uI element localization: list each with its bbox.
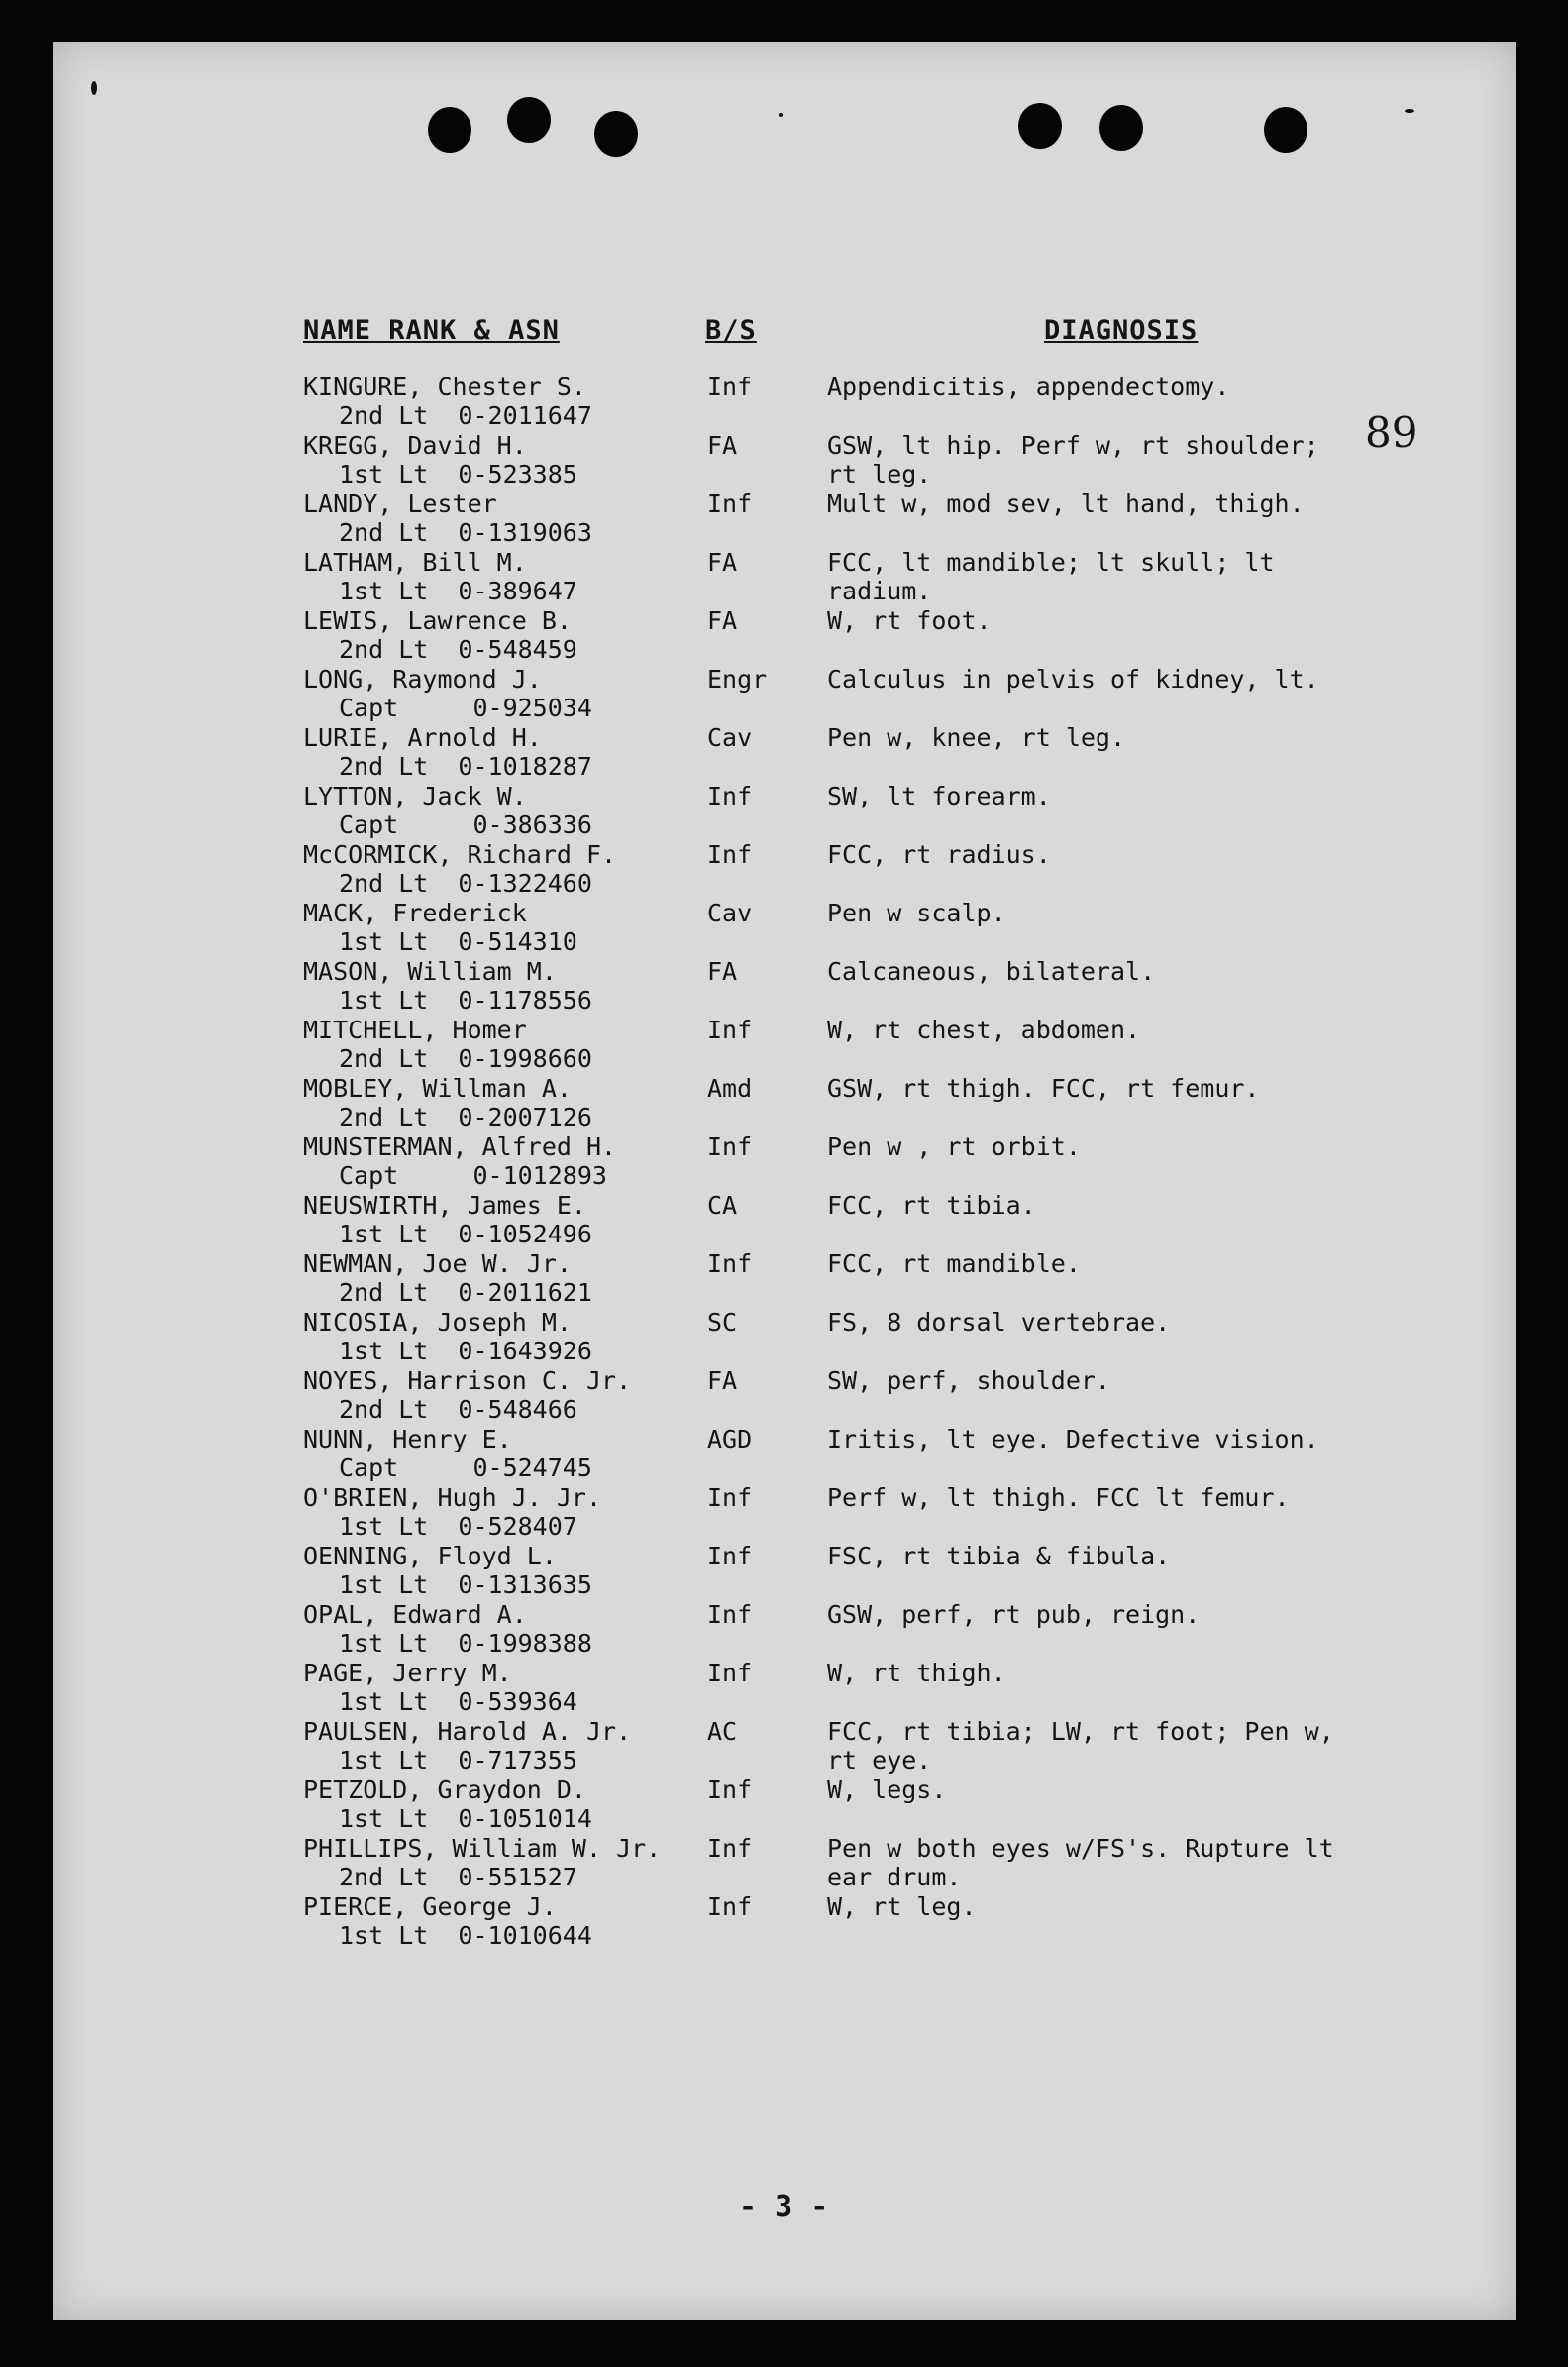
column-header-diagnosis: DIAGNOSIS [1044, 315, 1199, 346]
branch-of-service: Inf [707, 1659, 753, 1687]
branch-of-service: Inf [707, 1016, 753, 1044]
punch-hole [428, 107, 471, 153]
branch-of-service: Inf [707, 489, 753, 518]
table-row [0, 1249, 1568, 1308]
officer-name: MASON, William M. [303, 957, 557, 986]
rank-and-serial: 2nd Lt 0-2011647 [339, 401, 592, 430]
diagnosis: Calculus in pelvis of kidney, lt. [827, 665, 1319, 694]
table-row [0, 1016, 1568, 1074]
diagnosis: Perf w, lt thigh. FCC lt femur. [827, 1483, 1290, 1512]
punch-hole [1264, 107, 1307, 153]
rank-and-serial: 1st Lt 0-1313635 [339, 1570, 592, 1599]
table-row [0, 1191, 1568, 1249]
officer-name: McCORMICK, Richard F. [303, 840, 617, 869]
rank-and-serial: Capt 0-524745 [339, 1453, 592, 1482]
diagnosis: SW, lt forearm. [827, 782, 1051, 810]
rank-and-serial: 1st Lt 0-1051014 [339, 1804, 592, 1833]
officer-name: LATHAM, Bill M. [303, 548, 527, 577]
branch-of-service: Inf [707, 1542, 753, 1570]
officer-name: OPAL, Edward A. [303, 1600, 527, 1629]
officer-name: PAULSEN, Harold A. Jr. [303, 1717, 632, 1746]
officer-name: KREGG, David H. [303, 431, 527, 460]
rank-and-serial: 2nd Lt 0-2011621 [339, 1278, 592, 1307]
officer-name-cell [303, 1600, 592, 1658]
branch-of-service: SC [707, 1308, 738, 1337]
rank-and-serial: 1st Lt 0-514310 [339, 927, 577, 956]
officer-name: LYTTON, Jack W. [303, 782, 527, 810]
officer-name: PAGE, Jerry M. [303, 1659, 512, 1687]
table-row [0, 1132, 1568, 1191]
diagnosis: FCC, rt mandible. [827, 1249, 1081, 1278]
branch-of-service: Cav [707, 723, 753, 752]
diagnosis: FCC, rt tibia. [827, 1191, 1036, 1220]
diagnosis: W, rt chest, abdomen. [827, 1016, 1141, 1044]
diagnosis: FCC, rt tibia; LW, rt foot; Pen w, rt eye. [827, 1717, 1334, 1775]
branch-of-service: FA [707, 957, 738, 986]
rank-and-serial: Capt 0-925034 [339, 694, 592, 722]
officer-name-cell [303, 723, 592, 781]
branch-of-service: Inf [707, 1600, 753, 1629]
diagnosis: FCC, lt mandible; lt skull; lt radium. [827, 548, 1275, 605]
officer-name-cell [303, 1834, 661, 1891]
officer-name-cell [303, 606, 577, 664]
officer-name-cell [303, 957, 592, 1015]
punch-hole [507, 97, 551, 143]
diagnosis: Mult w, mod sev, lt hand, thigh. [827, 489, 1305, 518]
officer-name: NEWMAN, Joe W. Jr. [303, 1249, 572, 1278]
officer-name: NOYES, Harrison C. Jr. [303, 1366, 632, 1395]
officer-name: LEWIS, Lawrence B. [303, 606, 572, 635]
officer-name: NEUSWIRTH, James E. [303, 1191, 586, 1220]
branch-of-service: Inf [707, 840, 753, 869]
rank-and-serial: 2nd Lt 0-1319063 [339, 518, 592, 547]
branch-of-service: Inf [707, 782, 753, 810]
table-row [0, 723, 1568, 782]
rank-and-serial: 1st Lt 0-1052496 [339, 1220, 592, 1248]
diagnosis: FSC, rt tibia & fibula. [827, 1542, 1171, 1570]
diagnosis: GSW, perf, rt pub, reign. [827, 1600, 1201, 1629]
officer-name-cell [303, 840, 616, 898]
table-row [0, 606, 1568, 665]
margin-page-number: 89 [1365, 408, 1418, 457]
table-row [0, 1834, 1568, 1892]
table-row [0, 373, 1568, 431]
punch-hole [1099, 105, 1143, 151]
officer-name-cell [303, 1717, 631, 1775]
punch-hole [1018, 103, 1062, 149]
rank-and-serial: Capt 0-1012893 [339, 1161, 607, 1190]
officer-name: MUNSTERMAN, Alfred H. [303, 1132, 617, 1161]
diagnosis: FCC, rt radius. [827, 840, 1051, 869]
branch-of-service: FA [707, 606, 738, 635]
officer-name: PETZOLD, Graydon D. [303, 1775, 586, 1804]
rank-and-serial: 1st Lt 0-528407 [339, 1512, 577, 1541]
officer-name-cell [303, 1016, 592, 1073]
officer-name-cell [303, 431, 577, 488]
officer-name: NICOSIA, Joseph M. [303, 1308, 572, 1337]
table-row [0, 1775, 1568, 1834]
column-header-name: NAME RANK & ASN [303, 315, 560, 346]
rank-and-serial: 2nd Lt 0-551527 [339, 1863, 577, 1891]
table-row [0, 1600, 1568, 1659]
branch-of-service: Inf [707, 1483, 753, 1512]
diagnosis: Pen w, knee, rt leg. [827, 723, 1126, 752]
rank-and-serial: 2nd Lt 0-2007126 [339, 1103, 592, 1131]
branch-of-service: FA [707, 548, 738, 577]
officer-name-cell [303, 1249, 592, 1307]
officer-name-cell [303, 489, 592, 547]
column-header-bs: B/S [705, 315, 757, 346]
branch-of-service: Inf [707, 1834, 753, 1863]
officer-name: PIERCE, George J. [303, 1892, 557, 1921]
officer-name: LANDY, Lester [303, 489, 497, 518]
diagnosis: GSW, lt hip. Perf w, rt shoulder; rt leg. [827, 431, 1319, 488]
table-row [0, 1542, 1568, 1600]
rank-and-serial: 1st Lt 0-539364 [339, 1687, 577, 1716]
table-row [0, 957, 1568, 1016]
rank-and-serial: 2nd Lt 0-1322460 [339, 869, 592, 898]
officer-name: MOBLEY, Willman A. [303, 1074, 572, 1103]
table-row [0, 899, 1568, 957]
officer-name-cell [303, 548, 577, 605]
table-row [0, 665, 1568, 723]
table-row [0, 782, 1568, 840]
branch-of-service: Inf [707, 1249, 753, 1278]
rank-and-serial: 1st Lt 0-1643926 [339, 1337, 592, 1365]
officer-name-cell [303, 1483, 601, 1541]
officer-name: NUNN, Henry E. [303, 1425, 512, 1453]
table-row [0, 431, 1568, 489]
table-row [0, 1074, 1568, 1132]
page-footer: - 3 - [739, 2190, 829, 2224]
branch-of-service: Inf [707, 1775, 753, 1804]
officer-name: MACK, Frederick [303, 899, 527, 927]
table-row [0, 1659, 1568, 1717]
rank-and-serial: 1st Lt 0-1998388 [339, 1629, 592, 1658]
table-row [0, 1892, 1568, 1951]
officer-name-cell [303, 665, 592, 722]
branch-of-service: Cav [707, 899, 753, 927]
rank-and-serial: 2nd Lt 0-548459 [339, 635, 577, 664]
officer-name-cell [303, 1191, 592, 1248]
rank-and-serial: 2nd Lt 0-548466 [339, 1395, 577, 1424]
diagnosis: W, rt foot. [827, 606, 992, 635]
officer-name-cell [303, 899, 577, 956]
branch-of-service: FA [707, 1366, 738, 1395]
branch-of-service: AGD [707, 1425, 753, 1453]
officer-name-cell [303, 1132, 616, 1190]
officer-name: LONG, Raymond J. [303, 665, 542, 694]
officer-name-cell [303, 1308, 592, 1365]
table-row [0, 1717, 1568, 1775]
diagnosis: Iritis, lt eye. Defective vision. [827, 1425, 1319, 1453]
officer-name: LURIE, Arnold H. [303, 723, 542, 752]
branch-of-service: Inf [707, 1132, 753, 1161]
branch-of-service: Inf [707, 373, 753, 401]
officer-name: O'BRIEN, Hugh J. Jr. [303, 1483, 602, 1512]
table-row [0, 1366, 1568, 1425]
officer-name-cell [303, 1366, 631, 1424]
diagnosis: SW, perf, shoulder. [827, 1366, 1110, 1395]
officer-name-cell [303, 1775, 592, 1833]
officer-name-cell [303, 1542, 592, 1599]
officer-name-cell [303, 1659, 577, 1716]
diagnosis: W, rt leg. [827, 1892, 977, 1921]
diagnosis: Pen w , rt orbit. [827, 1132, 1081, 1161]
diagnosis: Pen w both eyes w/FS's. Rupture lt ear drum. [827, 1834, 1334, 1891]
table-row [0, 1308, 1568, 1366]
officer-name: OENNING, Floyd L. [303, 1542, 557, 1570]
diagnosis: Appendicitis, appendectomy. [827, 373, 1230, 401]
officer-name-cell [303, 1425, 592, 1482]
officer-name: KINGURE, Chester S. [303, 373, 586, 401]
table-row [0, 1483, 1568, 1542]
rank-and-serial: 1st Lt 0-1010644 [339, 1921, 592, 1950]
branch-of-service: FA [707, 431, 738, 460]
officer-name: PHILLIPS, William W. Jr. [303, 1834, 662, 1863]
paper-speck [91, 81, 97, 95]
officer-name-cell [303, 782, 592, 839]
table-row [0, 840, 1568, 899]
table-row [0, 1425, 1568, 1483]
paper-speck [779, 113, 783, 117]
diagnosis: Calcaneous, bilateral. [827, 957, 1156, 986]
rank-and-serial: 2nd Lt 0-1018287 [339, 752, 592, 781]
diagnosis: W, rt thigh. [827, 1659, 1006, 1687]
officer-name: MITCHELL, Homer [303, 1016, 527, 1044]
diagnosis: W, legs. [827, 1775, 947, 1804]
punch-hole [594, 111, 638, 157]
officer-name-cell [303, 1074, 592, 1131]
branch-of-service: Amd [707, 1074, 753, 1103]
rank-and-serial: 1st Lt 0-389647 [339, 577, 577, 605]
branch-of-service: CA [707, 1191, 738, 1220]
paper-speck [1405, 109, 1414, 113]
rank-and-serial: 2nd Lt 0-1998660 [339, 1044, 592, 1073]
diagnosis: Pen w scalp. [827, 899, 1006, 927]
branch-of-service: Inf [707, 1892, 753, 1921]
rank-and-serial: 1st Lt 0-1178556 [339, 986, 592, 1015]
branch-of-service: Engr [707, 665, 768, 694]
rank-and-serial: 1st Lt 0-717355 [339, 1746, 577, 1775]
table-row [0, 548, 1568, 606]
branch-of-service: AC [707, 1717, 738, 1746]
rank-and-serial: 1st Lt 0-523385 [339, 460, 577, 488]
table-row [0, 489, 1568, 548]
diagnosis: FS, 8 dorsal vertebrae. [827, 1308, 1171, 1337]
diagnosis: GSW, rt thigh. FCC, rt femur. [827, 1074, 1260, 1103]
officer-name-cell [303, 1892, 592, 1950]
officer-name-cell [303, 373, 592, 430]
rank-and-serial: Capt 0-386336 [339, 810, 592, 839]
